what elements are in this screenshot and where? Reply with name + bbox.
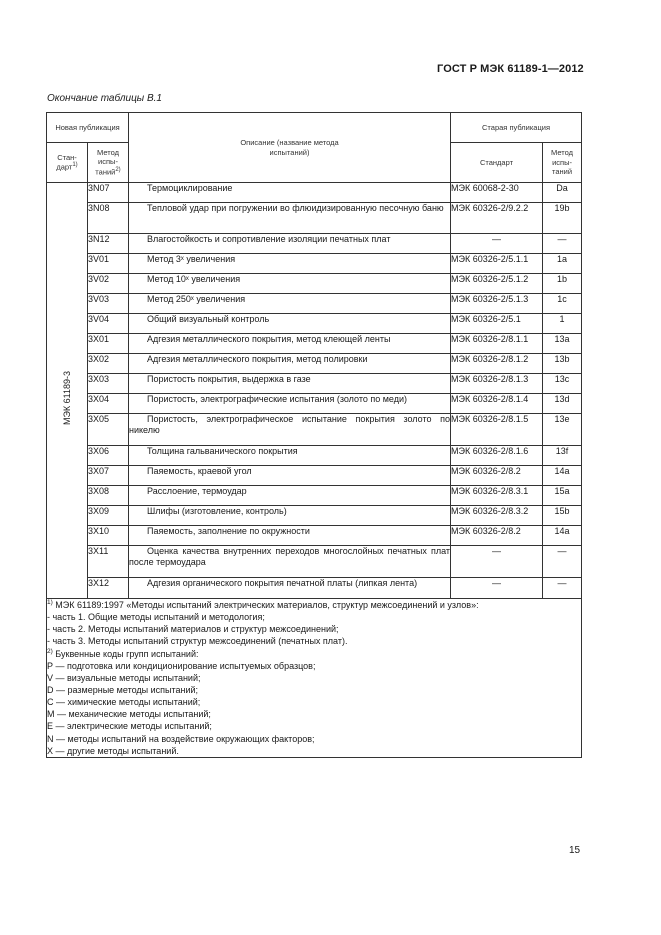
header-description xyxy=(129,113,451,183)
row-old-standard: МЭК 60326-2/8.1.3 xyxy=(451,374,543,394)
row-description-text: Расслоение, термоудар xyxy=(147,486,247,496)
code-x: Х — другие методы испытаний. xyxy=(47,745,179,756)
footnote-1 xyxy=(47,599,581,611)
row-description xyxy=(129,294,451,314)
row-old-standard: МЭК 60326-2/5.1.1 xyxy=(451,254,543,274)
page-number: 15 xyxy=(569,845,581,856)
row-old-method: Da xyxy=(543,183,582,203)
header-old-method-text: Метод испы-таний xyxy=(551,147,574,177)
row-code: 3X01 xyxy=(88,334,129,354)
row-old-method: 14a xyxy=(543,526,582,546)
header-old-method xyxy=(543,143,582,183)
row-code: 3X02 xyxy=(88,354,129,374)
row-code: 3N07 xyxy=(88,183,129,203)
row-code: 3X12 xyxy=(88,578,129,599)
row-description xyxy=(129,526,451,546)
row-description xyxy=(129,506,451,526)
row-old-standard: МЭК 60326-2/5.1.2 xyxy=(451,274,543,294)
row-code: 3X11 xyxy=(88,546,129,578)
row-old-standard: МЭК 60068-2-30 xyxy=(451,183,543,203)
row-description xyxy=(129,203,451,234)
row-description-text: Адгезия органического покрытия печатной платы (липкая лента) xyxy=(147,578,418,588)
row-description-text: Оценка качества внутренних переходов многослойных печатных плат после термоудара xyxy=(129,546,451,568)
code-v: V — визуальные методы испытаний; xyxy=(47,672,201,683)
row-code: 3V01 xyxy=(88,254,129,274)
row-description-text: Метод 10ˣ увеличения xyxy=(147,274,241,284)
row-description-text: Общий визуальный контроль xyxy=(147,314,270,324)
table-footnotes xyxy=(47,599,582,758)
code-d: D — размерные методы испытаний; xyxy=(47,684,199,695)
row-description-text: Пористость, электрографическое испытание покрытия золото по никелю xyxy=(129,414,451,436)
row-description-text: Термоциклирование xyxy=(147,183,233,193)
row-code: 3X09 xyxy=(88,506,129,526)
row-code: 3X06 xyxy=(88,446,129,466)
row-description-text: Тепловой удар при погружении во флюидизированную песочную баню xyxy=(147,203,444,213)
row-old-standard: — xyxy=(451,578,543,599)
row-description xyxy=(129,578,451,599)
code-c: С — химические методы испытаний; xyxy=(47,697,201,708)
header-method xyxy=(88,143,129,183)
row-old-standard: МЭК 60326-2/8.1.5 xyxy=(451,414,543,446)
row-description xyxy=(129,354,451,374)
row-description-text: Паяемость, краевой угол xyxy=(147,466,252,476)
row-description-text: Метод 250ˣ увеличения xyxy=(147,294,246,304)
row-old-method: 1a xyxy=(543,254,582,274)
row-old-standard: МЭК 60326-2/5.1 xyxy=(451,314,543,334)
footnote-2 xyxy=(47,648,581,660)
footnote-part-1: - часть 1. Общие методы испытаний и методология; xyxy=(47,612,265,623)
row-code: 3X08 xyxy=(88,486,129,506)
row-code: 3X05 xyxy=(88,414,129,446)
row-old-standard: МЭК 60326-2/5.1.3 xyxy=(451,294,543,314)
row-description xyxy=(129,183,451,203)
footnote-part-2: - часть 2. Методы испытаний материалов и структур межсоединений; xyxy=(47,624,339,635)
code-p: Р — подготовка или кондиционирование испытуемых образцов; xyxy=(47,660,316,671)
header-old-publication: Старая публикация xyxy=(451,113,582,143)
row-description xyxy=(129,234,451,254)
row-description xyxy=(129,414,451,446)
row-old-method: 13a xyxy=(543,334,582,354)
row-old-standard: МЭК 60326-2/8.3.2 xyxy=(451,506,543,526)
row-code: 3V02 xyxy=(88,274,129,294)
row-old-method: 13e xyxy=(543,414,582,446)
row-description xyxy=(129,254,451,274)
header-old-standard: Стандарт xyxy=(451,143,543,183)
row-code: 3N12 xyxy=(88,234,129,254)
row-description-text: Пористость покрытия, выдержка в газе xyxy=(147,374,311,384)
row-old-method: 15a xyxy=(543,486,582,506)
footnote-part-3: - часть 3. Методы испытаний структур межсоединений (печатных плат). xyxy=(47,636,348,647)
row-description-text: Шлифы (изготовление, контроль) xyxy=(147,506,287,516)
code-e: Е — электрические методы испытаний; xyxy=(47,721,212,732)
group-cell xyxy=(47,183,88,599)
methods-table xyxy=(46,112,582,758)
header-description-text: Описание (название метода испытаний) xyxy=(240,137,339,157)
row-description xyxy=(129,334,451,354)
row-description-text: Адгезия металлического покрытия, метод клеющей ленты xyxy=(147,334,391,344)
row-old-method: 13c xyxy=(543,374,582,394)
row-old-method: 13f xyxy=(543,446,582,466)
row-old-method: 1 xyxy=(543,314,582,334)
row-old-standard: МЭК 60326-2/9.2.2 xyxy=(451,203,543,234)
footnote-mark: 2) xyxy=(47,647,53,655)
row-old-standard: — xyxy=(451,546,543,578)
row-old-method: — xyxy=(543,234,582,254)
row-code: 3V03 xyxy=(88,294,129,314)
row-description xyxy=(129,314,451,334)
row-old-standard: МЭК 60326-2/8.2 xyxy=(451,466,543,486)
header-standard-text: Стан-дарт xyxy=(56,152,77,172)
row-description xyxy=(129,466,451,486)
code-m: М — механические методы испытаний; xyxy=(47,709,211,720)
row-old-method: 13d xyxy=(543,394,582,414)
row-old-standard: МЭК 60326-2/8.2 xyxy=(451,526,543,546)
row-old-standard: МЭК 60326-2/8.3.1 xyxy=(451,486,543,506)
row-description-text: Паяемость, заполнение по окружности xyxy=(147,526,310,536)
header-new-publication: Новая публикация xyxy=(47,113,129,143)
row-old-method: — xyxy=(543,546,582,578)
footnote-mark: 2) xyxy=(115,167,121,174)
row-code: 3X10 xyxy=(88,526,129,546)
row-description-text: Влагостойкость и сопротивление изоляции печатных плат xyxy=(147,234,391,244)
row-old-standard: МЭК 60326-2/8.1.6 xyxy=(451,446,543,466)
row-code: 3X03 xyxy=(88,374,129,394)
code-n: N — методы испытаний на воздействие окружающих факторов; xyxy=(47,733,315,744)
row-old-standard: МЭК 60326-2/8.1.4 xyxy=(451,394,543,414)
row-old-method: — xyxy=(543,578,582,599)
row-description-text: Пористость, электрографические испытания (золото по меди) xyxy=(147,394,408,404)
row-description-text: Толщина гальванического покрытия xyxy=(147,446,298,456)
footnote-mark: 1) xyxy=(47,599,53,606)
footnote-2-text: Буквенные коды групп испытаний: xyxy=(55,648,199,659)
document-header: ГОСТ Р МЭК 61189-1—2012 xyxy=(437,63,584,75)
header-standard xyxy=(47,143,88,183)
row-description xyxy=(129,374,451,394)
row-description xyxy=(129,274,451,294)
row-old-method: 1b xyxy=(543,274,582,294)
header-method-text: Метод испы-таний xyxy=(95,147,119,177)
row-old-method: 14a xyxy=(543,466,582,486)
row-description-text: Метод 3ˣ увеличения xyxy=(147,254,236,264)
row-description xyxy=(129,446,451,466)
row-code: 3V04 xyxy=(88,314,129,334)
group-label: МЭК 61189-3 xyxy=(62,370,72,426)
row-description xyxy=(129,394,451,414)
row-old-standard: МЭК 60326-2/8.1.1 xyxy=(451,334,543,354)
row-code: 3N08 xyxy=(88,203,129,234)
row-description xyxy=(129,486,451,506)
row-description xyxy=(129,546,451,578)
row-old-method: 19b xyxy=(543,203,582,234)
row-code: 3X07 xyxy=(88,466,129,486)
row-old-method: 13b xyxy=(543,354,582,374)
row-old-method: 1c xyxy=(543,294,582,314)
row-old-standard: МЭК 60326-2/8.1.2 xyxy=(451,354,543,374)
table-caption: Окончание таблицы В.1 xyxy=(47,93,162,104)
row-old-standard: — xyxy=(451,234,543,254)
footnote-1-text: МЭК 61189:1997 «Методы испытаний электрических материалов, структур межсоединений и узлов»: xyxy=(55,600,479,610)
row-old-method: 15b xyxy=(543,506,582,526)
footnote-mark: 1) xyxy=(72,162,78,169)
row-description-text: Адгезия металлического покрытия, метод полировки xyxy=(147,354,368,364)
row-code: 3X04 xyxy=(88,394,129,414)
